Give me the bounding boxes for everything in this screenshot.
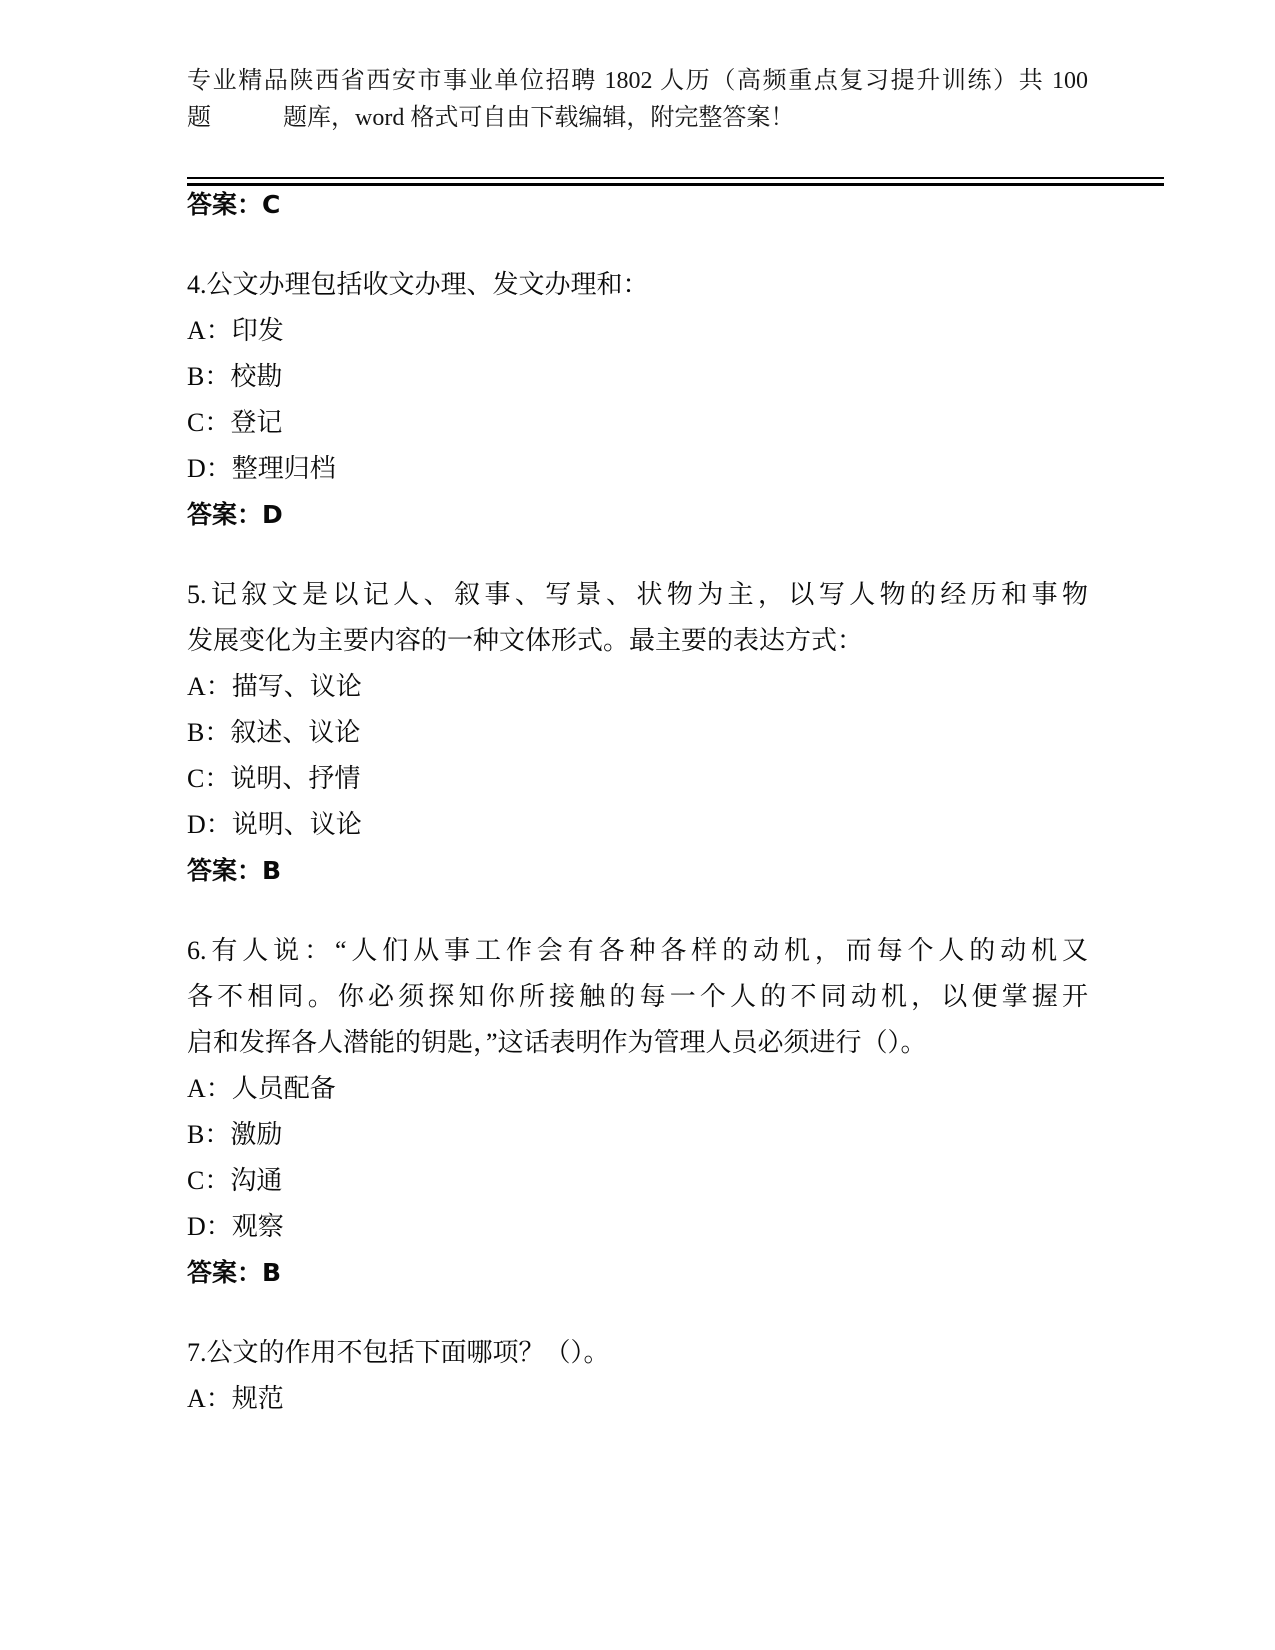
question-5-option-c: C：说明、抒情 [187, 764, 361, 793]
question-6-option-a: A：人员配备 [187, 1074, 336, 1103]
question-7-option-a: A：规范 [187, 1384, 284, 1413]
header-line-1: 专业精品陕西省西安市事业单位招聘 1802 人历（高频重点复习提升训练）共 100 [187, 68, 1088, 94]
question-block-7 [187, 1330, 1088, 1376]
question-6-text-line-1: 6.有人说：“人们从事工作会有各种各样的动机，而每个人的动机又 [187, 936, 1088, 965]
question-5-answer: 答案：B [187, 856, 282, 885]
question-6-answer: 答案：B [187, 1258, 282, 1287]
question-7-text-line-1: 7.公文的作用不包括下面哪项？（）。 [187, 1338, 610, 1367]
question-4-option-d: D：整理归档 [187, 454, 336, 483]
header-line-2: 题 题库，word 格式可自由下载编辑，附完整答案！ [187, 105, 795, 131]
question-4-option-a: A：印发 [187, 316, 284, 345]
question-6-text-line-2: 各不相同。你必须探知你所接触的每一个人的不同动机，以便掌握开 [187, 982, 1088, 1011]
question-4-text-line-1: 4.公文办理包括收文办理、发文办理和： [187, 270, 649, 299]
question-block-5 [187, 572, 1088, 664]
question-4-answer: 答案：D [187, 500, 283, 529]
question-4-option-b: B：校勘 [187, 362, 283, 391]
question-6-option-d: D：观察 [187, 1212, 284, 1241]
question-block-4 [187, 262, 1088, 308]
question-5-text-line-1: 5.记叙文是以记人、叙事、写景、状物为主，以写人物的经历和事物 [187, 580, 1088, 609]
question-5-option-d: D：说明、议论 [187, 810, 362, 839]
question-4-option-c: C：登记 [187, 408, 283, 437]
document-body [187, 182, 1088, 1422]
question-5-option-b: B：叙述、议论 [187, 718, 361, 747]
question-3-answer: 答案：C [187, 190, 281, 219]
question-5-option-a: A：描写、议论 [187, 672, 362, 701]
question-6-option-c: C：沟通 [187, 1166, 283, 1195]
document-header [187, 63, 1088, 137]
question-6-text-line-3: 启和发挥各人潜能的钥匙，”这话表明作为管理人员必须进行（）。 [187, 1028, 927, 1057]
question-5-text-line-2: 发展变化为主要内容的一种文体形式。最主要的表达方式： [187, 626, 864, 655]
question-6-option-b: B：激励 [187, 1120, 283, 1149]
question-block-6 [187, 928, 1088, 1066]
